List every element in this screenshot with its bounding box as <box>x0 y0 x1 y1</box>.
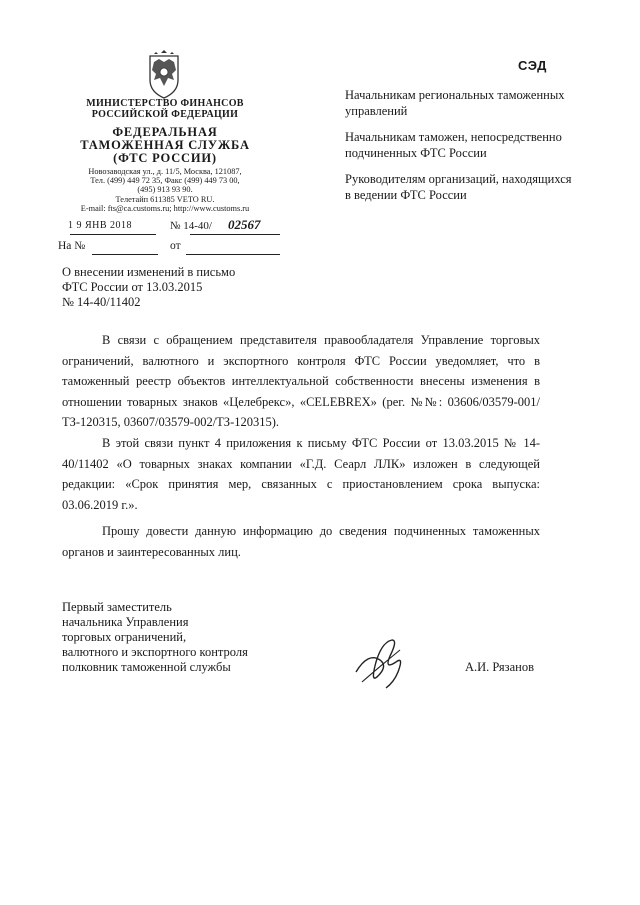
reference-underline <box>92 254 158 255</box>
from-label: от <box>170 240 181 252</box>
recipient: Руководителям организаций, находящихся в ведении ФТС России <box>345 172 572 202</box>
signer-line: Первый заместитель <box>62 600 172 614</box>
letter-body <box>62 330 540 563</box>
signer-line: полковник таможенной службы <box>62 660 231 674</box>
address-line: Тел. (499) 449 72 35, Факс (499) 449 73 00, <box>90 176 240 186</box>
body-paragraph: Прошу довести данную информацию до сведения подчиненных таможенных органов и заинтересованных лиц. <box>62 524 540 559</box>
handwritten-signature-icon <box>348 632 418 694</box>
registration-number-handwritten: 02567 <box>228 217 261 232</box>
ministry-name <box>62 98 268 120</box>
body-paragraph: В этой связи пункт 4 приложения к письму ФТС России от 13.03.2015 № 14-40/11402 «О товарных знаках компании «Г.Д. Сеарл ЛЛК» изложен в следующей редакции: «Срок принятия мер, связанных с приостановлением срока выпуска: 03.06.2019 г.». <box>62 435 540 512</box>
address-block <box>62 167 268 213</box>
address-line: Телетайп 611385 VETO RU. <box>115 194 215 204</box>
service-line: ТАМОЖЕННАЯ СЛУЖБА <box>80 138 250 152</box>
registration-block <box>58 218 288 252</box>
address-line: E-mail: fts@ca.customs.ru; http://www.customs.ru <box>80 203 250 213</box>
registration-date: 1 9 ЯНВ 2018 <box>68 220 133 231</box>
body-paragraph: В связи с обращением представителя правообладателя Управление торговых ограничений, валютного и экспортного контроля ФТС России уведомляет, что в таможенный реестр объектов интеллектуальной собственности внесены изменения в отношении товарных знаков «Целебрекс», «CELEBREX» (рег. №№: 03606/03579-001/ТЗ-120315, 03607/03579-002/ТЗ-120315). <box>62 333 540 430</box>
russian-coat-of-arms-icon <box>142 50 186 100</box>
recipient: Начальникам таможен, непосредственно подчиненных ФТС России <box>345 130 562 160</box>
date-underline <box>70 234 156 235</box>
address-line: Новозаводская ул., д. 11/5, Москва, 121087, <box>88 167 242 176</box>
sed-mark: СЭД <box>518 58 547 73</box>
ministry-line: МИНИСТЕРСТВО ФИНАНСОВ <box>86 98 244 109</box>
signer-line: начальника Управления <box>62 615 189 629</box>
signer-name: А.И. Рязанов <box>465 660 534 674</box>
service-name <box>62 126 268 165</box>
subject-line: № 14-40/11402 <box>62 295 141 309</box>
recipients-block <box>345 88 575 214</box>
subject-line: ФТС России от 13.03.2015 <box>62 280 203 294</box>
registration-number-prefix: № 14-40/ <box>170 220 212 232</box>
signer-line: торговых ограничений, <box>62 630 187 644</box>
ministry-line: РОССИЙСКОЙ ФЕДЕРАЦИИ <box>91 109 239 120</box>
signer-line: валютного и экспортного контроля <box>62 645 248 659</box>
recipient: Начальникам региональных таможенных управлений <box>345 88 565 118</box>
subject-line: О внесении изменений в письмо <box>62 265 236 279</box>
subject-block <box>62 265 302 310</box>
address-line: (495) 913 93 90. <box>137 185 193 195</box>
number-underline <box>190 234 280 235</box>
signer-position <box>62 600 312 675</box>
reference-label: На № <box>58 240 86 252</box>
service-line: ФЕДЕРАЛЬНАЯ <box>112 125 218 139</box>
service-line: (ФТС РОССИИ) <box>113 151 217 165</box>
from-underline <box>186 254 280 255</box>
